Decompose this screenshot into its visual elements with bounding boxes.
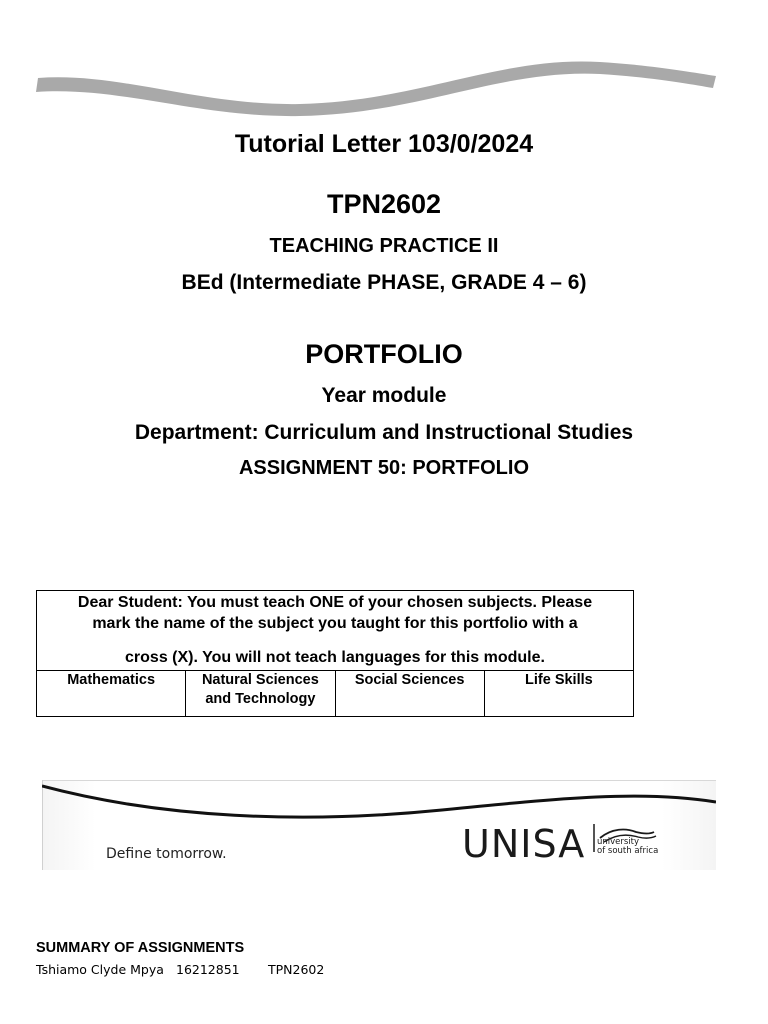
subject-cell-social-sciences[interactable] xyxy=(336,671,485,716)
subject-label: Mathematics xyxy=(67,672,156,688)
subject-label-line2: and Technology xyxy=(205,691,316,707)
summary-heading: SUMMARY OF ASSIGNMENTS xyxy=(36,940,245,956)
document-type: PORTFOLIO xyxy=(305,339,463,369)
subject-row xyxy=(37,671,633,716)
banner-tagline: Define tomorrow. xyxy=(106,846,227,862)
notice-line-2: mark the name of the subject you taught for this portfolio with a xyxy=(92,615,578,632)
subject-label: Natural Sciences xyxy=(201,672,319,688)
student-module-code: TPN2602 xyxy=(268,962,325,977)
unisa-sub-line-1: university xyxy=(597,837,640,847)
unisa-logo-subtext xyxy=(597,838,658,856)
unisa-sub-line-2: of south africa xyxy=(597,846,659,856)
subject-cell-mathematics[interactable] xyxy=(37,671,186,716)
department: Department: Curriculum and Instructional Studies xyxy=(134,421,634,444)
unisa-logo-wordmark: UNISA xyxy=(462,822,586,866)
module-code: TPN2602 xyxy=(326,189,442,219)
tutorial-letter-title: Tutorial Letter 103/0/2024 xyxy=(234,130,534,158)
qualification: BEd (Intermediate PHASE, GRADE 4 – 6) xyxy=(181,271,587,294)
module-name: TEACHING PRACTICE II xyxy=(269,235,499,257)
subject-label: Social Sciences xyxy=(354,672,465,688)
assignment-title: ASSIGNMENT 50: PORTFOLIO xyxy=(238,457,530,479)
notice-line-3: cross (X). You will not teach languages for this module. xyxy=(125,649,545,666)
subject-cell-life-skills[interactable] xyxy=(485,671,633,716)
subject-notice xyxy=(37,591,633,671)
module-duration: Year module xyxy=(321,384,447,407)
student-number: 16212851 xyxy=(176,962,240,977)
subject-label: Life Skills xyxy=(525,672,593,688)
unisa-banner xyxy=(42,780,716,870)
student-name: Tshiamo Clyde Mpya xyxy=(36,962,164,977)
notice-line-1: Dear Student: You must teach ONE of your chosen subjects. Please xyxy=(77,594,593,611)
subject-selection-table xyxy=(36,590,634,717)
subject-cell-natural-sciences[interactable] xyxy=(186,671,335,716)
decorative-top-swoosh xyxy=(0,0,768,120)
